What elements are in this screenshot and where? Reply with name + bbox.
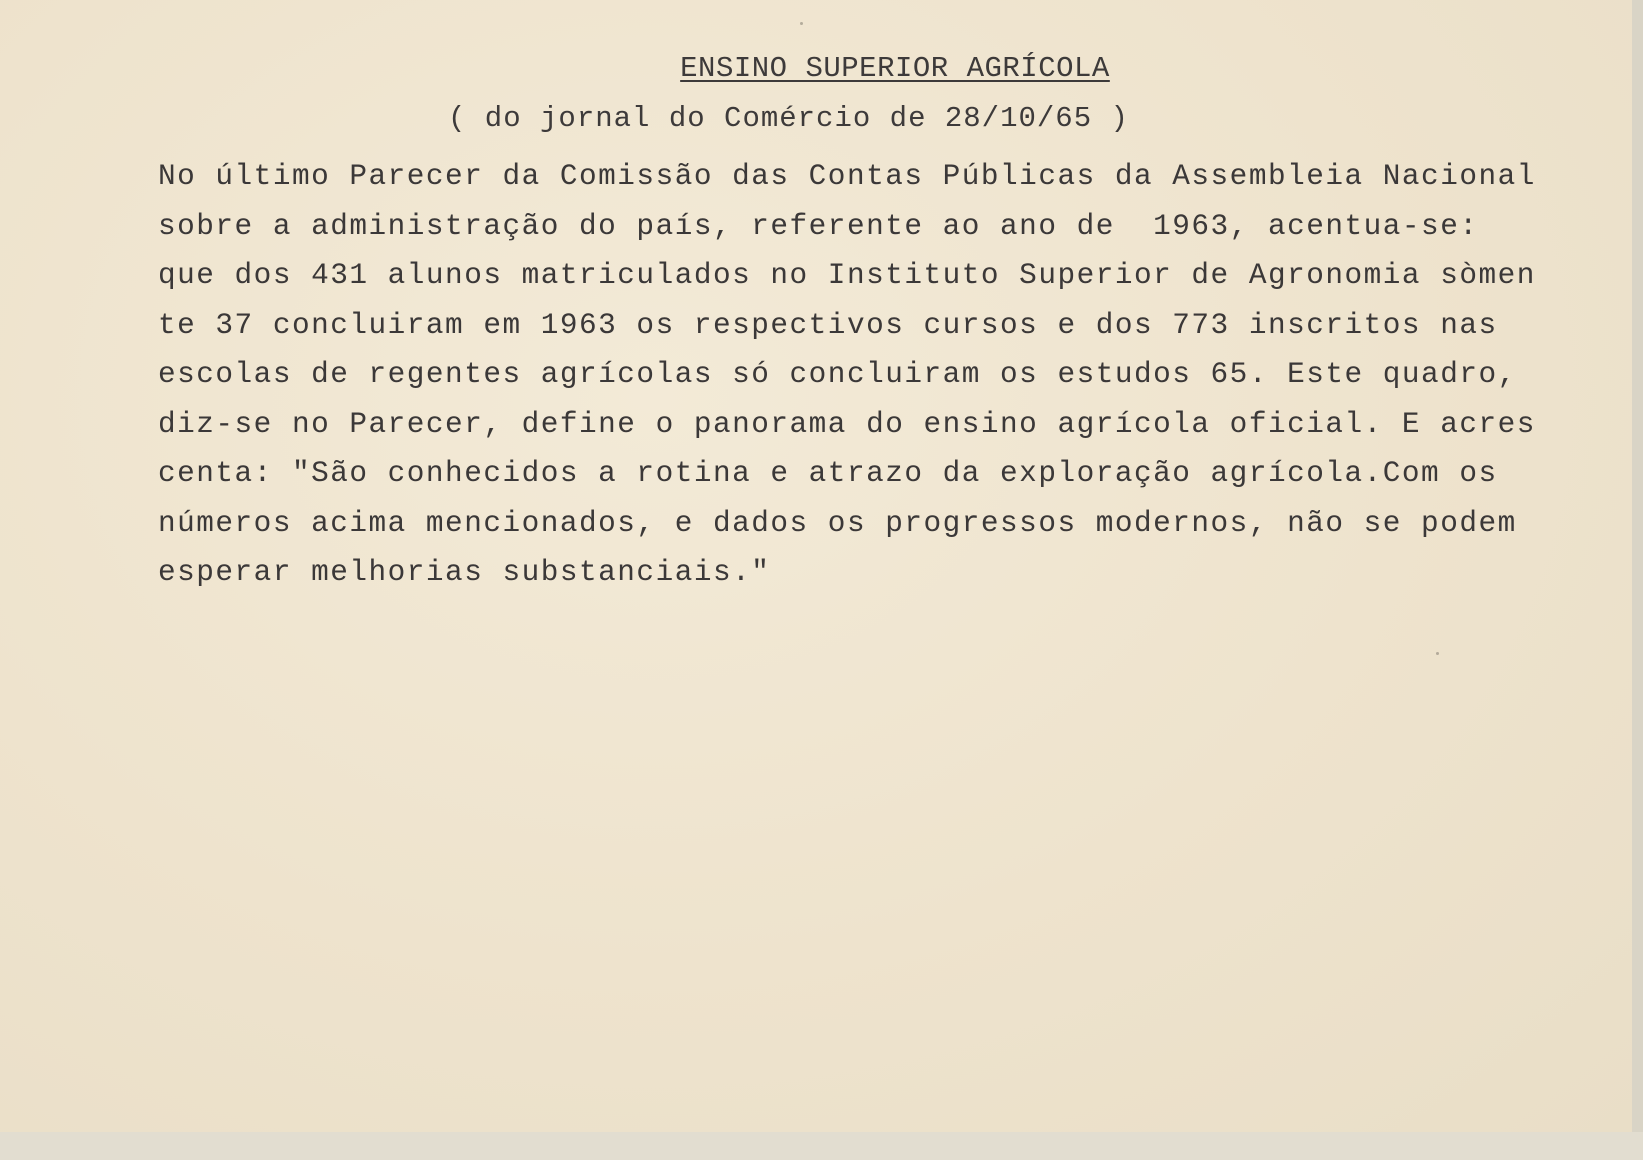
body-line: números acima mencionados, e dados os progressos modernos, não se podem (158, 506, 1517, 540)
body-line: centa: "São conhecidos a rotina e atrazo da exploração agrícola.Com os (158, 457, 1498, 490)
body-line: sobre a administração do país, referente ao ano de 1963, acentua-se: (158, 209, 1479, 243)
body-line: diz-se no Parecer, define o panorama do ensino agrícola oficial. E acres (158, 407, 1536, 441)
body-line: No último Parecer da Comissão das Contas Públicas da Assembleia Nacional (158, 160, 1536, 193)
body-line: escolas de regentes agrícolas só concluiram os estudos 65. Este quadro, (158, 358, 1517, 391)
paper-speck (1436, 652, 1439, 655)
body-line: te 37 concluiram em 1963 os respectivos cursos e dos 773 inscritos nas (158, 308, 1498, 342)
body-line: que dos 431 alunos matriculados no Instituto Superior de Agronomia sòmen (158, 259, 1536, 292)
document-title: ENSINO SUPERIOR AGRÍCOLA (680, 52, 1110, 85)
paper-speck (800, 22, 803, 25)
document-body (158, 152, 1536, 598)
document-source: ( do jornal do Comércio de 28/10/65 ) (448, 102, 1129, 135)
scan-background (0, 1132, 1643, 1160)
body-line: esperar melhorias substanciais." (158, 556, 771, 589)
